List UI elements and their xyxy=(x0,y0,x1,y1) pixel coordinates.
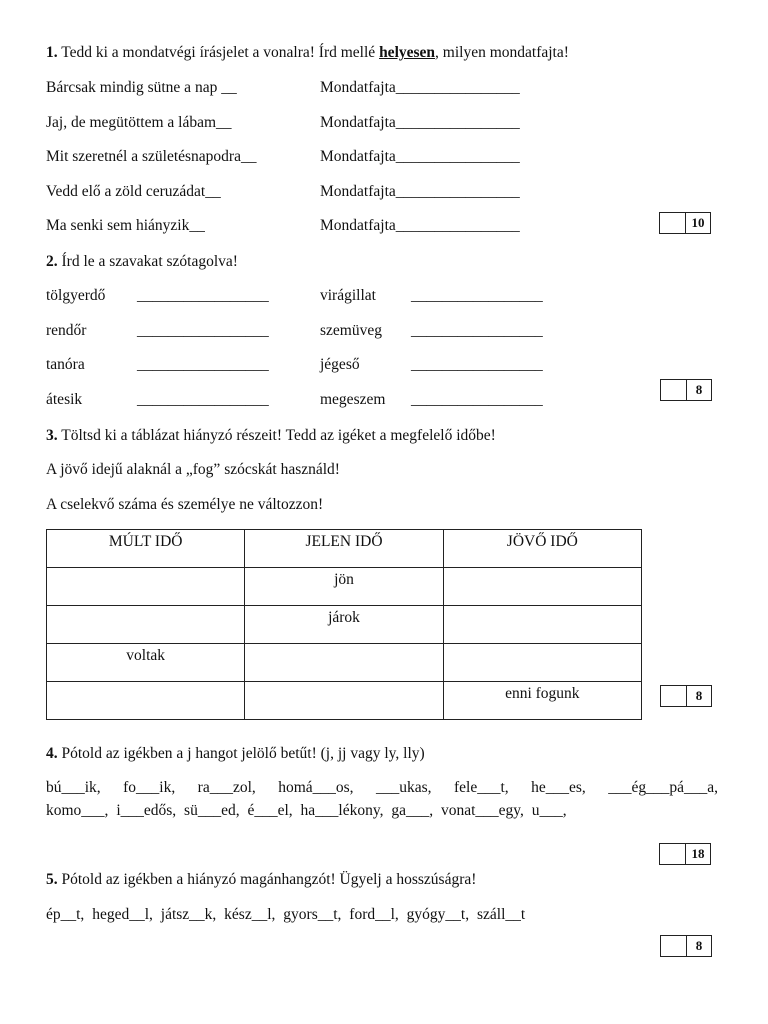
task1-number: 1. xyxy=(46,44,58,61)
task5-line xyxy=(46,905,525,925)
task5-item: száll__t xyxy=(476,906,526,923)
task4-item: u___, xyxy=(531,802,567,819)
score-input-cell[interactable] xyxy=(660,844,686,864)
task4-instruction xyxy=(46,744,425,764)
task4-item: ___ég___pá___a, xyxy=(608,779,718,796)
task4-item: ga___, xyxy=(391,802,434,819)
task4-item: sü___ed, xyxy=(184,802,240,819)
table-cell[interactable] xyxy=(443,568,641,606)
task2-number: 2. xyxy=(46,253,58,270)
task5-item: ford__l, xyxy=(349,906,399,923)
task2-blank: _________________ xyxy=(411,287,543,304)
task2-blank: _________________ xyxy=(137,356,269,373)
task5-item: heged__l, xyxy=(92,906,153,923)
task4-line-2 xyxy=(46,801,567,821)
task2-instruction xyxy=(46,252,238,272)
task2-word: virágillat xyxy=(320,287,376,304)
task2-blank: _________________ xyxy=(411,356,543,373)
task5-item: játsz__k, xyxy=(160,906,217,923)
task4-item: vonat___egy, xyxy=(440,802,524,819)
task1-sentence: Mit szeretnél a születésnapodra__ xyxy=(46,148,257,165)
task2-word: tanóra xyxy=(46,356,85,373)
score-input-cell[interactable] xyxy=(661,686,687,706)
task4-item: ___ukas, xyxy=(375,779,432,796)
task1-instr-a: Tedd ki a mondatvégi írásjelet a vonalra! Írd mellé xyxy=(57,44,380,61)
task5-number: 5. xyxy=(46,871,58,888)
task2-instr: Írd le a szavakat szótagolva! xyxy=(57,253,238,270)
tense-table xyxy=(46,529,642,720)
table-cell: enni fogunk xyxy=(443,682,641,720)
task2-blank: _________________ xyxy=(137,391,269,408)
task4-item: é___el, xyxy=(247,802,293,819)
task2-word: megeszem xyxy=(320,391,386,408)
task5-item: gyors__t, xyxy=(283,906,342,923)
task1-answer-line: Mondatfajta________________ xyxy=(320,183,520,200)
task1-sentence: Bárcsak mindig sütne a nap __ xyxy=(46,79,237,96)
task5-item: gyógy__t, xyxy=(406,906,470,923)
table-row xyxy=(47,606,642,644)
header-future: JÖVŐ IDŐ xyxy=(443,530,641,568)
task5-max-score: 8 xyxy=(695,938,703,953)
task2-blank: _________________ xyxy=(137,322,269,339)
task4-line-1 xyxy=(46,778,718,798)
header-past: MÚLT IDŐ xyxy=(47,530,245,568)
task1-answer-line: Mondatfajta________________ xyxy=(320,148,520,165)
table-cell: jön xyxy=(245,568,443,606)
table-cell[interactable] xyxy=(245,682,443,720)
task2-word: tölgyerdő xyxy=(46,287,106,304)
task4-item: komo___, xyxy=(46,802,109,819)
score-input-cell[interactable] xyxy=(660,213,686,233)
task3-score-box xyxy=(660,685,712,707)
task5-instruction xyxy=(46,870,476,890)
task1-instr-c: , milyen mondatfajta! xyxy=(435,44,569,61)
task4-instr: Pótold az igékben a j hangot jelölő betűt! (j, jj vagy ly, lly) xyxy=(57,745,425,762)
task3-max-score: 8 xyxy=(695,688,703,703)
score-input-cell[interactable] xyxy=(661,380,687,400)
table-cell: voltak xyxy=(47,644,245,682)
task3-instr-3: A cselekvő száma és személye ne változzon! xyxy=(46,496,324,513)
table-row xyxy=(47,682,642,720)
task4-item: fele___t, xyxy=(453,779,509,796)
task5-score-box xyxy=(660,935,712,957)
score-input-cell[interactable] xyxy=(661,936,687,956)
task1-sentence: Ma senki sem hiányzik__ xyxy=(46,217,205,234)
table-cell[interactable] xyxy=(47,682,245,720)
task4-item: homá___os, xyxy=(278,779,354,796)
table-row xyxy=(47,644,642,682)
task1-max-score: 10 xyxy=(691,215,705,230)
task4-item: i___edős, xyxy=(116,802,177,819)
task3-instr-2: A jövő idejű alaknál a „fog” szócskát használd! xyxy=(46,461,340,478)
task1-instruction xyxy=(46,43,569,63)
table-header-row xyxy=(47,530,642,568)
task2-score-box xyxy=(660,379,712,401)
task3-number: 3. xyxy=(46,427,58,444)
task4-item: bú___ik, xyxy=(46,779,101,796)
task1-instr-emphasis: helyesen xyxy=(379,44,436,61)
table-cell[interactable] xyxy=(47,606,245,644)
task1-answer-line: Mondatfajta________________ xyxy=(320,114,520,131)
task2-word: rendőr xyxy=(46,322,87,339)
task5-instr: Pótold az igékben a hiányzó magánhangzót! Ügyelj a hosszúságra! xyxy=(57,871,477,888)
table-cell: járok xyxy=(245,606,443,644)
task4-max-score: 18 xyxy=(691,846,705,861)
task4-item: he___es, xyxy=(531,779,586,796)
table-cell[interactable] xyxy=(443,644,641,682)
task3-instruction xyxy=(46,426,496,446)
task2-word: szemüveg xyxy=(320,322,382,339)
task2-word: átesik xyxy=(46,391,83,408)
task4-score-box xyxy=(659,843,711,865)
task2-blank: _________________ xyxy=(411,391,543,408)
task1-sentence: Jaj, de megütöttem a lábam__ xyxy=(46,114,232,131)
task1-answer-line: Mondatfajta________________ xyxy=(320,217,520,234)
task1-score-box xyxy=(659,212,711,234)
table-cell[interactable] xyxy=(47,568,245,606)
task4-item: ha___lékony, xyxy=(300,802,384,819)
task5-item: ép__t, xyxy=(46,906,85,923)
task2-blank: _________________ xyxy=(411,322,543,339)
task3-instr-1: Töltsd ki a táblázat hiányzó részeit! Tedd az igéket a megfelelő időbe! xyxy=(57,427,496,444)
task1-answer-line: Mondatfajta________________ xyxy=(320,79,520,96)
task4-number: 4. xyxy=(46,745,58,762)
task2-word: jégeső xyxy=(320,356,360,373)
task1-sentence: Vedd elő a zöld ceruzádat__ xyxy=(46,183,221,200)
task5-item: kész__l, xyxy=(224,906,276,923)
table-cell[interactable] xyxy=(245,644,443,682)
table-cell[interactable] xyxy=(443,606,641,644)
task4-item: fo___ik, xyxy=(123,779,176,796)
table-row xyxy=(47,568,642,606)
task4-item: ra___zol, xyxy=(197,779,256,796)
task2-blank: _________________ xyxy=(137,287,269,304)
task2-max-score: 8 xyxy=(695,382,703,397)
header-present: JELEN IDŐ xyxy=(245,530,443,568)
